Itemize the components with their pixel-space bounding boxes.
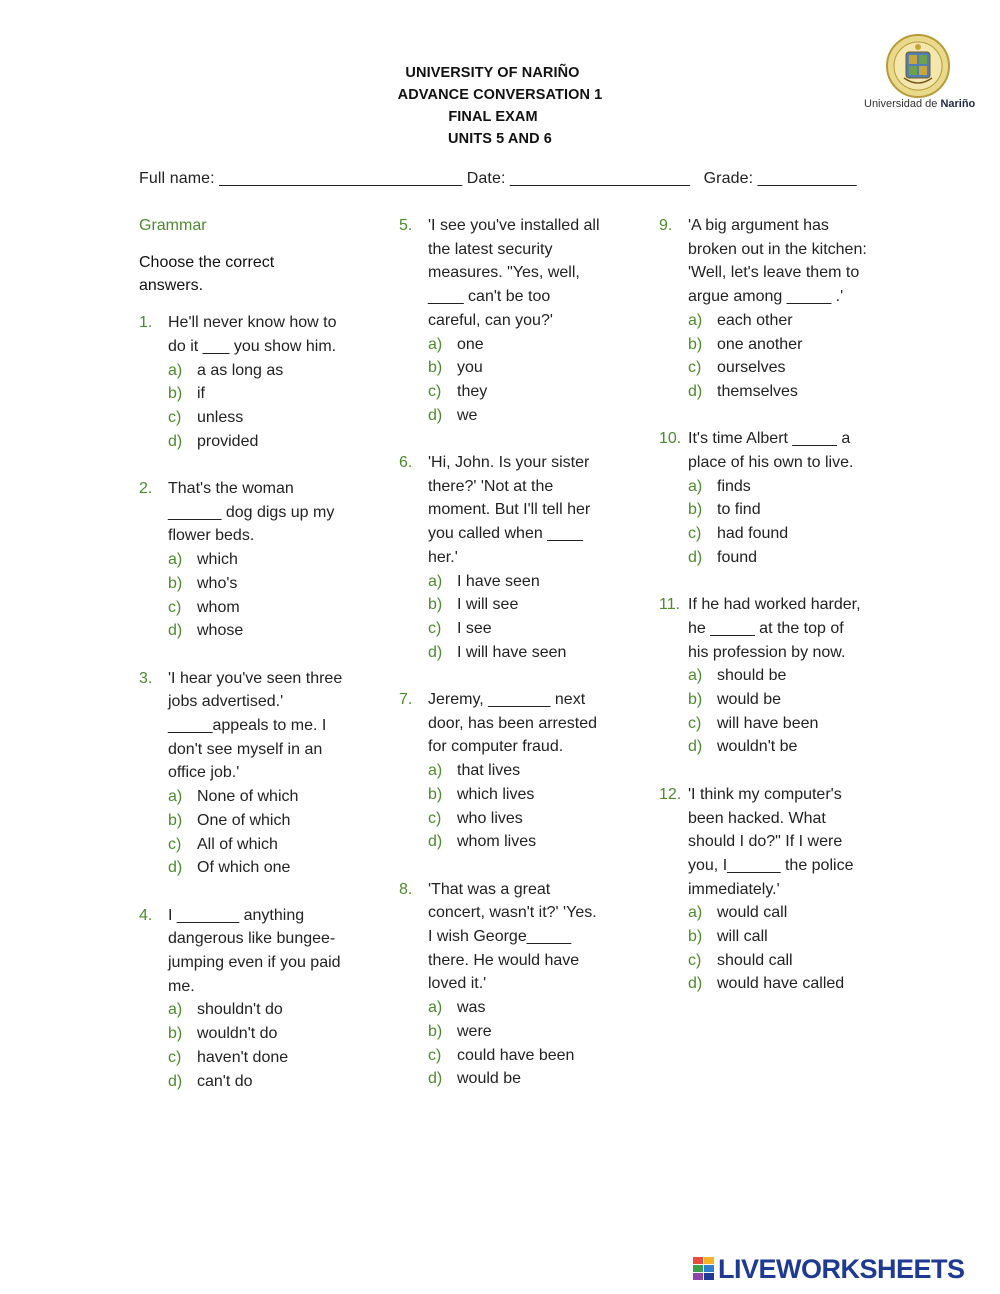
question (659, 214, 889, 404)
option-letter: a) (428, 999, 443, 1017)
answer-options (688, 901, 889, 996)
question-number: 5. (399, 217, 413, 234)
question-number: 10. (659, 430, 682, 448)
option-letter: b) (688, 928, 703, 946)
question-stem: 'A big argument has broken out in the kitchen: 'Well, let's leave them to argue among _____ .' (688, 217, 867, 306)
answer-option[interactable] (688, 712, 889, 736)
answer-option[interactable] (168, 1022, 369, 1046)
option-letter: b) (688, 501, 703, 519)
option-text: a as long as (197, 361, 284, 379)
liveworksheets-logo-icon (693, 1257, 715, 1281)
question (399, 451, 629, 664)
option-text: should call (717, 951, 793, 969)
option-letter: c) (688, 525, 702, 543)
answer-option[interactable] (428, 1067, 629, 1091)
option-text: I see (457, 619, 492, 637)
option-text: had found (717, 525, 789, 543)
answer-option[interactable] (428, 617, 629, 641)
answer-options (428, 759, 629, 854)
question-stem: 'That was a great concert, wasn't it?' 'Yes. I wish George_____ there. He would have loved it.' (428, 880, 597, 993)
option-letter: d) (428, 643, 443, 661)
option-text: found (717, 548, 758, 566)
option-letter: c) (428, 619, 442, 637)
answer-option[interactable] (688, 333, 889, 357)
answer-option[interactable] (168, 1046, 369, 1070)
answer-option[interactable] (168, 406, 369, 430)
answer-option[interactable] (168, 382, 369, 406)
answer-option[interactable] (688, 949, 889, 973)
option-letter: d) (168, 859, 183, 877)
option-letter: b) (688, 691, 703, 709)
column-1 (139, 214, 369, 1117)
answer-option[interactable] (688, 972, 889, 996)
answer-option[interactable] (428, 1044, 629, 1068)
question (139, 477, 369, 643)
option-letter: b) (168, 574, 183, 592)
option-text: finds (717, 477, 751, 495)
option-text: would have called (717, 975, 845, 993)
option-letter: c) (168, 598, 182, 616)
option-letter: c) (688, 714, 702, 732)
option-letter: a) (428, 572, 443, 590)
answer-option[interactable] (168, 856, 369, 880)
question-stem: I _______ anything dangerous like bungee-jumping even if you paid me. (168, 906, 341, 995)
answer-option[interactable] (168, 833, 369, 857)
answer-option[interactable] (688, 546, 889, 570)
answer-option[interactable] (428, 356, 629, 380)
option-text: Of which one (197, 859, 291, 877)
option-letter: a) (688, 667, 703, 685)
answer-option[interactable] (168, 809, 369, 833)
section-title: Grammar (139, 217, 207, 234)
answer-options (428, 996, 629, 1091)
instruction-text: Choose the correct answers. (139, 253, 275, 295)
question-number: 8. (399, 880, 413, 898)
answer-option[interactable] (168, 785, 369, 809)
answer-option[interactable] (428, 807, 629, 831)
option-text: were (457, 1022, 492, 1040)
column-2 (399, 214, 629, 1115)
option-letter: d) (688, 738, 703, 756)
option-text: whom (197, 598, 240, 616)
question (399, 878, 629, 1091)
option-text: would be (457, 1070, 522, 1088)
question-stem: 'I hear you've seen three jobs advertised.' _____appeals to me. I don't see myself in an office job.' (168, 669, 343, 782)
question-stem: It's time Albert _____ a place of his own to live. (688, 430, 854, 472)
option-text: whose (197, 622, 244, 640)
option-text: was (457, 999, 486, 1017)
answer-option[interactable] (688, 901, 889, 925)
answer-option[interactable] (688, 522, 889, 546)
answer-option[interactable] (428, 996, 629, 1020)
option-letter: b) (168, 811, 183, 829)
option-text: None of which (197, 788, 299, 806)
question (399, 214, 629, 427)
question (139, 667, 369, 880)
answer-options (168, 785, 369, 880)
option-text: haven't done (197, 1048, 289, 1066)
option-letter: a) (688, 311, 703, 329)
option-text: which lives (457, 785, 535, 803)
option-text: ourselves (717, 359, 786, 377)
question (659, 783, 889, 996)
option-text: One of which (197, 811, 291, 829)
option-text: should be (717, 667, 787, 685)
option-text: if (197, 385, 205, 403)
option-text: they (457, 382, 488, 400)
question-stem: That's the woman ______ dog digs up my flower beds. (168, 480, 335, 545)
answer-option[interactable] (688, 735, 889, 759)
answer-option[interactable] (168, 572, 369, 596)
answer-options (688, 664, 889, 759)
option-letter: d) (688, 975, 703, 993)
answer-option[interactable] (428, 593, 629, 617)
option-text: one (457, 335, 484, 353)
question-number: 11. (659, 596, 681, 614)
option-text: would call (717, 904, 788, 922)
answer-options (428, 570, 629, 665)
option-letter: b) (428, 785, 443, 803)
answer-option[interactable] (168, 596, 369, 620)
option-text: I will see (457, 596, 519, 614)
brand-name: LIVEWORKSHEETS (718, 1254, 965, 1284)
university-logo (864, 34, 974, 114)
answer-option[interactable] (688, 664, 889, 688)
answer-option[interactable] (688, 688, 889, 712)
question (139, 311, 369, 453)
option-text: who's (197, 574, 238, 592)
option-letter: c) (688, 951, 702, 969)
option-text: who lives (457, 809, 523, 827)
answer-option[interactable] (168, 548, 369, 572)
question-stem: 'I see you've installed all the latest security measures. "Yes, well, ____ can't be too careful, can you?' (428, 217, 600, 329)
question-number: 6. (399, 454, 413, 472)
option-text: could have been (457, 1046, 575, 1064)
answer-option[interactable] (688, 309, 889, 333)
option-letter: d) (168, 622, 183, 640)
question-number: 1. (139, 314, 153, 332)
question-number: 7. (399, 691, 413, 709)
option-text: will have been (717, 714, 819, 732)
option-letter: b) (428, 1022, 443, 1040)
question-number: 9. (659, 217, 673, 234)
option-letter: a) (688, 904, 703, 922)
option-letter: b) (688, 335, 703, 353)
question-stem: Jeremy, _______ next door, has been arrested for computer fraud. (428, 691, 598, 756)
option-letter: d) (428, 833, 443, 851)
exam-header (0, 62, 1000, 150)
university-name: UNIVERSITY OF NARIÑO (405, 65, 580, 81)
university-seal-icon (884, 34, 952, 98)
question (139, 904, 369, 1094)
option-text: I have seen (457, 572, 540, 590)
answer-option[interactable] (688, 380, 889, 404)
answer-options (688, 309, 889, 404)
option-letter: b) (428, 596, 443, 614)
option-text: will call (717, 928, 768, 946)
option-letter: c) (168, 835, 182, 853)
option-letter: d) (428, 406, 443, 424)
answer-options (428, 333, 629, 428)
question (659, 427, 889, 569)
answer-option[interactable] (168, 359, 369, 383)
liveworksheets-footer (693, 1254, 993, 1284)
exam-units: UNITS 5 AND 6 (448, 131, 552, 147)
option-letter: c) (168, 1048, 182, 1066)
option-letter: b) (168, 1025, 183, 1043)
option-letter: c) (428, 809, 442, 827)
answer-options (168, 359, 369, 454)
answer-options (168, 548, 369, 643)
option-letter: a) (428, 762, 443, 780)
question-stem: He'll never know how to do it ___ you show him. (168, 314, 337, 355)
answer-option[interactable] (428, 783, 629, 807)
option-text: each other (717, 311, 793, 329)
answer-option[interactable] (688, 925, 889, 949)
answer-option[interactable] (168, 619, 369, 643)
answer-option[interactable] (688, 498, 889, 522)
student-info-line[interactable]: Full name: ___________________________ Date: ____________________ Grade: ___________ (139, 170, 857, 187)
answer-option[interactable] (428, 380, 629, 404)
answer-option[interactable] (688, 475, 889, 499)
option-letter: c) (688, 359, 702, 377)
option-text: you (457, 359, 483, 377)
option-letter: c) (428, 1046, 442, 1064)
option-letter: a) (168, 551, 183, 569)
question-stem: If he had worked harder, he _____ at the top of his profession by now. (688, 596, 861, 661)
option-text: can't do (197, 1072, 253, 1090)
option-letter: a) (168, 1001, 183, 1019)
answer-option[interactable] (428, 333, 629, 357)
option-letter: d) (168, 1072, 183, 1090)
option-text: whom lives (457, 833, 537, 851)
option-text: to find (717, 501, 761, 519)
answer-option[interactable] (428, 1020, 629, 1044)
option-letter: d) (168, 432, 183, 450)
exam-title: FINAL EXAM (448, 109, 538, 125)
option-text: one another (717, 335, 803, 353)
question-stem: 'I think my computer's been hacked. What should I do?" If I were you, I______ the police immediately.' (688, 785, 854, 898)
answer-options (688, 475, 889, 570)
option-letter: b) (428, 359, 443, 377)
question (659, 593, 889, 759)
answer-option[interactable] (168, 1070, 369, 1094)
option-text: wouldn't do (197, 1025, 278, 1043)
option-letter: a) (168, 361, 183, 379)
logo-caption: Universidad de Nariño (864, 98, 976, 110)
question-number: 4. (139, 906, 153, 924)
question-number: 2. (139, 480, 153, 498)
option-text: that lives (457, 762, 521, 780)
course-name: ADVANCE CONVERSATION 1 (397, 87, 603, 103)
option-letter: d) (428, 1070, 443, 1088)
option-letter: a) (688, 477, 703, 495)
option-text: which (197, 551, 238, 569)
option-letter: b) (168, 385, 183, 403)
option-text: unless (197, 408, 244, 426)
option-letter: c) (168, 408, 182, 426)
option-text: shouldn't do (197, 1001, 283, 1019)
option-text: I will have seen (457, 643, 567, 661)
option-letter: d) (688, 382, 703, 400)
option-letter: d) (688, 548, 703, 566)
option-letter: a) (428, 335, 443, 353)
answer-options (168, 998, 369, 1093)
question-stem: 'Hi, John. Is your sister there?' 'Not at the moment. But I'll tell her you called when ____ her.' (428, 454, 591, 566)
answer-option[interactable] (428, 830, 629, 854)
question-number: 3. (139, 669, 153, 687)
answer-option[interactable] (428, 641, 629, 665)
answer-option[interactable] (168, 430, 369, 454)
answer-option[interactable] (168, 998, 369, 1022)
option-text: wouldn't be (717, 738, 798, 756)
answer-option[interactable] (688, 356, 889, 380)
answer-option[interactable] (428, 759, 629, 783)
question (399, 688, 629, 854)
option-letter: a) (168, 788, 183, 806)
option-text: All of which (197, 835, 278, 853)
option-text: we (457, 406, 478, 424)
answer-option[interactable] (428, 570, 629, 594)
column-3 (659, 214, 889, 1020)
answer-option[interactable] (428, 404, 629, 428)
option-text: would be (717, 691, 782, 709)
option-text: themselves (717, 382, 798, 400)
option-text: provided (197, 432, 259, 450)
option-letter: c) (428, 382, 442, 400)
question-number: 12. (659, 785, 682, 803)
